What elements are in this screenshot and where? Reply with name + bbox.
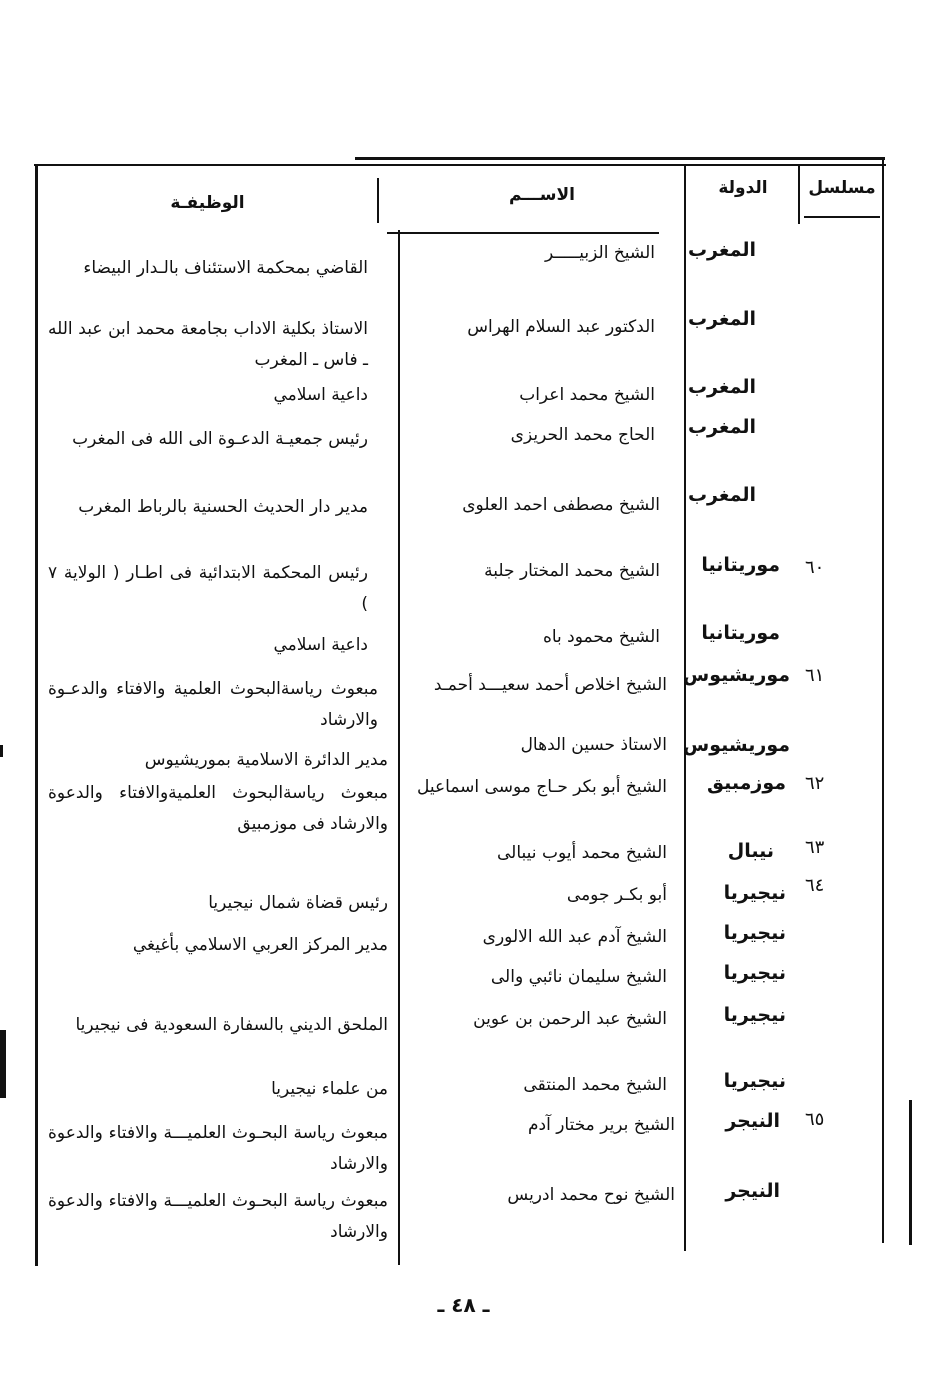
serial-cell: ٦١ <box>805 665 825 686</box>
name-cell: الشيخ اخلاص أحمد سعيـــد أحمـد <box>433 675 667 695</box>
country-cell: المغرب <box>687 416 756 438</box>
scan-edge-mark <box>0 1030 6 1098</box>
country-cell: نيبال <box>727 840 774 862</box>
header-job: الوظيفـة <box>170 193 245 213</box>
country-cell: المغرب <box>687 484 756 506</box>
name-cell: الشيخ آدم عبد الله الالورى <box>482 927 667 947</box>
serial-cell: ٦٤ <box>805 875 825 896</box>
page-number: ـ ٤٨ ـ <box>437 1293 490 1317</box>
name-cell: أبو بكـر جومى <box>566 885 667 905</box>
name-cell: الدكتور عبد السلام الهراس <box>467 317 655 337</box>
country-cell: موزمبيق <box>706 772 786 794</box>
job-cell: من علماء نيجيريا <box>271 1079 388 1099</box>
name-cell: الشيخ برير مختار آدم <box>527 1115 675 1135</box>
name-cell: الشيخ نوح محمد ادريس <box>507 1185 675 1205</box>
job-cell: مبعوث رياسةالبحوث العلميةوالافتاء والدعوة والارشاد فى موزمبيق <box>48 783 388 834</box>
job-cell: الملحق الديني بالسفارة السعودية فى نيجيريا <box>75 1015 388 1035</box>
job-cell: مبعوث رياسةالبحوث العلمية والافتاء والدعـوة والارشاد <box>48 679 378 730</box>
right-border <box>882 158 884 1243</box>
name-header-rule <box>387 232 659 234</box>
name-divider <box>398 230 400 1265</box>
country-cell: موريشيوس <box>683 664 790 686</box>
left-border <box>35 166 38 1266</box>
country-cell: موريشيوس <box>683 734 790 756</box>
name-cell: الشيخ مصطفى احمد العلوى <box>462 495 660 515</box>
job-cell: رئيس المحكمة الابتدائية فى اطـار ( الولاية ٧ ) <box>48 563 368 614</box>
job-cell: القاضي بمحكمة الاستئناف بالـدار البيضاء <box>83 258 368 278</box>
country-cell: نيجيريا <box>723 962 786 984</box>
country-cell: النيجر <box>725 1110 780 1132</box>
country-cell: المغرب <box>687 308 756 330</box>
serial-divider <box>798 166 800 224</box>
country-cell: المغرب <box>687 376 756 398</box>
country-cell: موريتانيا <box>701 622 780 644</box>
top-rule-lower <box>34 164 886 166</box>
name-cell: الشيخ محمد المختار جلبة <box>484 561 660 581</box>
serial-cell: ٦٣ <box>805 837 825 858</box>
country-cell: المغرب <box>687 239 756 261</box>
country-cell: نيجيريا <box>723 1004 786 1026</box>
country-cell: نيجيريا <box>723 882 786 904</box>
scan-edge-mark <box>0 745 3 757</box>
job-cell: مدير الدائرة الاسلامية بموريشيوس <box>144 750 388 770</box>
job-cell: رئيس جمعيـة الدعـوة الى الله فى المغرب <box>72 429 368 449</box>
country-cell: نيجيريا <box>723 922 786 944</box>
name-divider-top <box>377 178 379 223</box>
name-cell: الشيخ الزبيـــــر <box>544 243 655 263</box>
job-cell: الاستاذ بكلية الاداب بجامعة محمد ابن عبد الله ـ فاس ـ المغرب <box>48 319 368 370</box>
job-cell: داعية اسلامي <box>273 635 368 655</box>
name-cell: الشيخ عبد الرحمن بن عوين <box>473 1009 667 1029</box>
name-cell: الشيخ محمود باه <box>542 627 660 647</box>
country-cell: النيجر <box>725 1180 780 1202</box>
name-cell: الشيخ محمد اعراب <box>519 385 655 405</box>
country-cell: نيجيريا <box>723 1070 786 1092</box>
serial-cell: ٦٢ <box>805 773 825 794</box>
job-cell: مدير المركز العربي الاسلامي بأغيغي <box>132 935 388 955</box>
name-cell: الشيخ أبو بكر حـاج موسى اسماعيل <box>417 777 667 797</box>
serial-cell: ٦٠ <box>805 557 825 578</box>
header-name: الاســـم <box>509 185 575 205</box>
right-border-tail <box>909 1100 912 1245</box>
name-cell: الاستاذ حسين الدهال <box>520 735 667 755</box>
name-cell: الحاج محمد الحريزى <box>510 425 655 445</box>
serial-header-rule <box>804 216 880 218</box>
job-cell: رئيس قضاة شمال نيجيريا <box>208 893 388 913</box>
name-cell: الشيخ محمد أيوب نيبالى <box>497 843 667 863</box>
country-cell: موريتانيا <box>701 554 780 576</box>
job-cell: مدير دار الحديث الحسنية بالرباط المغرب <box>78 497 368 517</box>
top-rule <box>355 157 885 160</box>
header-serial: مسلسل <box>808 178 876 198</box>
job-cell: داعية اسلامي <box>273 385 368 405</box>
serial-cell: ٦٥ <box>805 1109 825 1130</box>
name-cell: الشيخ سليمان نائبي والى <box>490 967 667 987</box>
country-divider <box>684 166 686 1251</box>
job-cell: مبعوث رياسة البحـوث العلميـــة والافتاء والدعوة والارشاد <box>48 1191 388 1242</box>
job-cell: مبعوث رياسة البحـوث العلميـــة والافتاء والدعوة والارشاد <box>48 1123 388 1174</box>
header-country: الدولة <box>718 178 768 198</box>
name-cell: الشيخ محمد المنتقى <box>523 1075 667 1095</box>
